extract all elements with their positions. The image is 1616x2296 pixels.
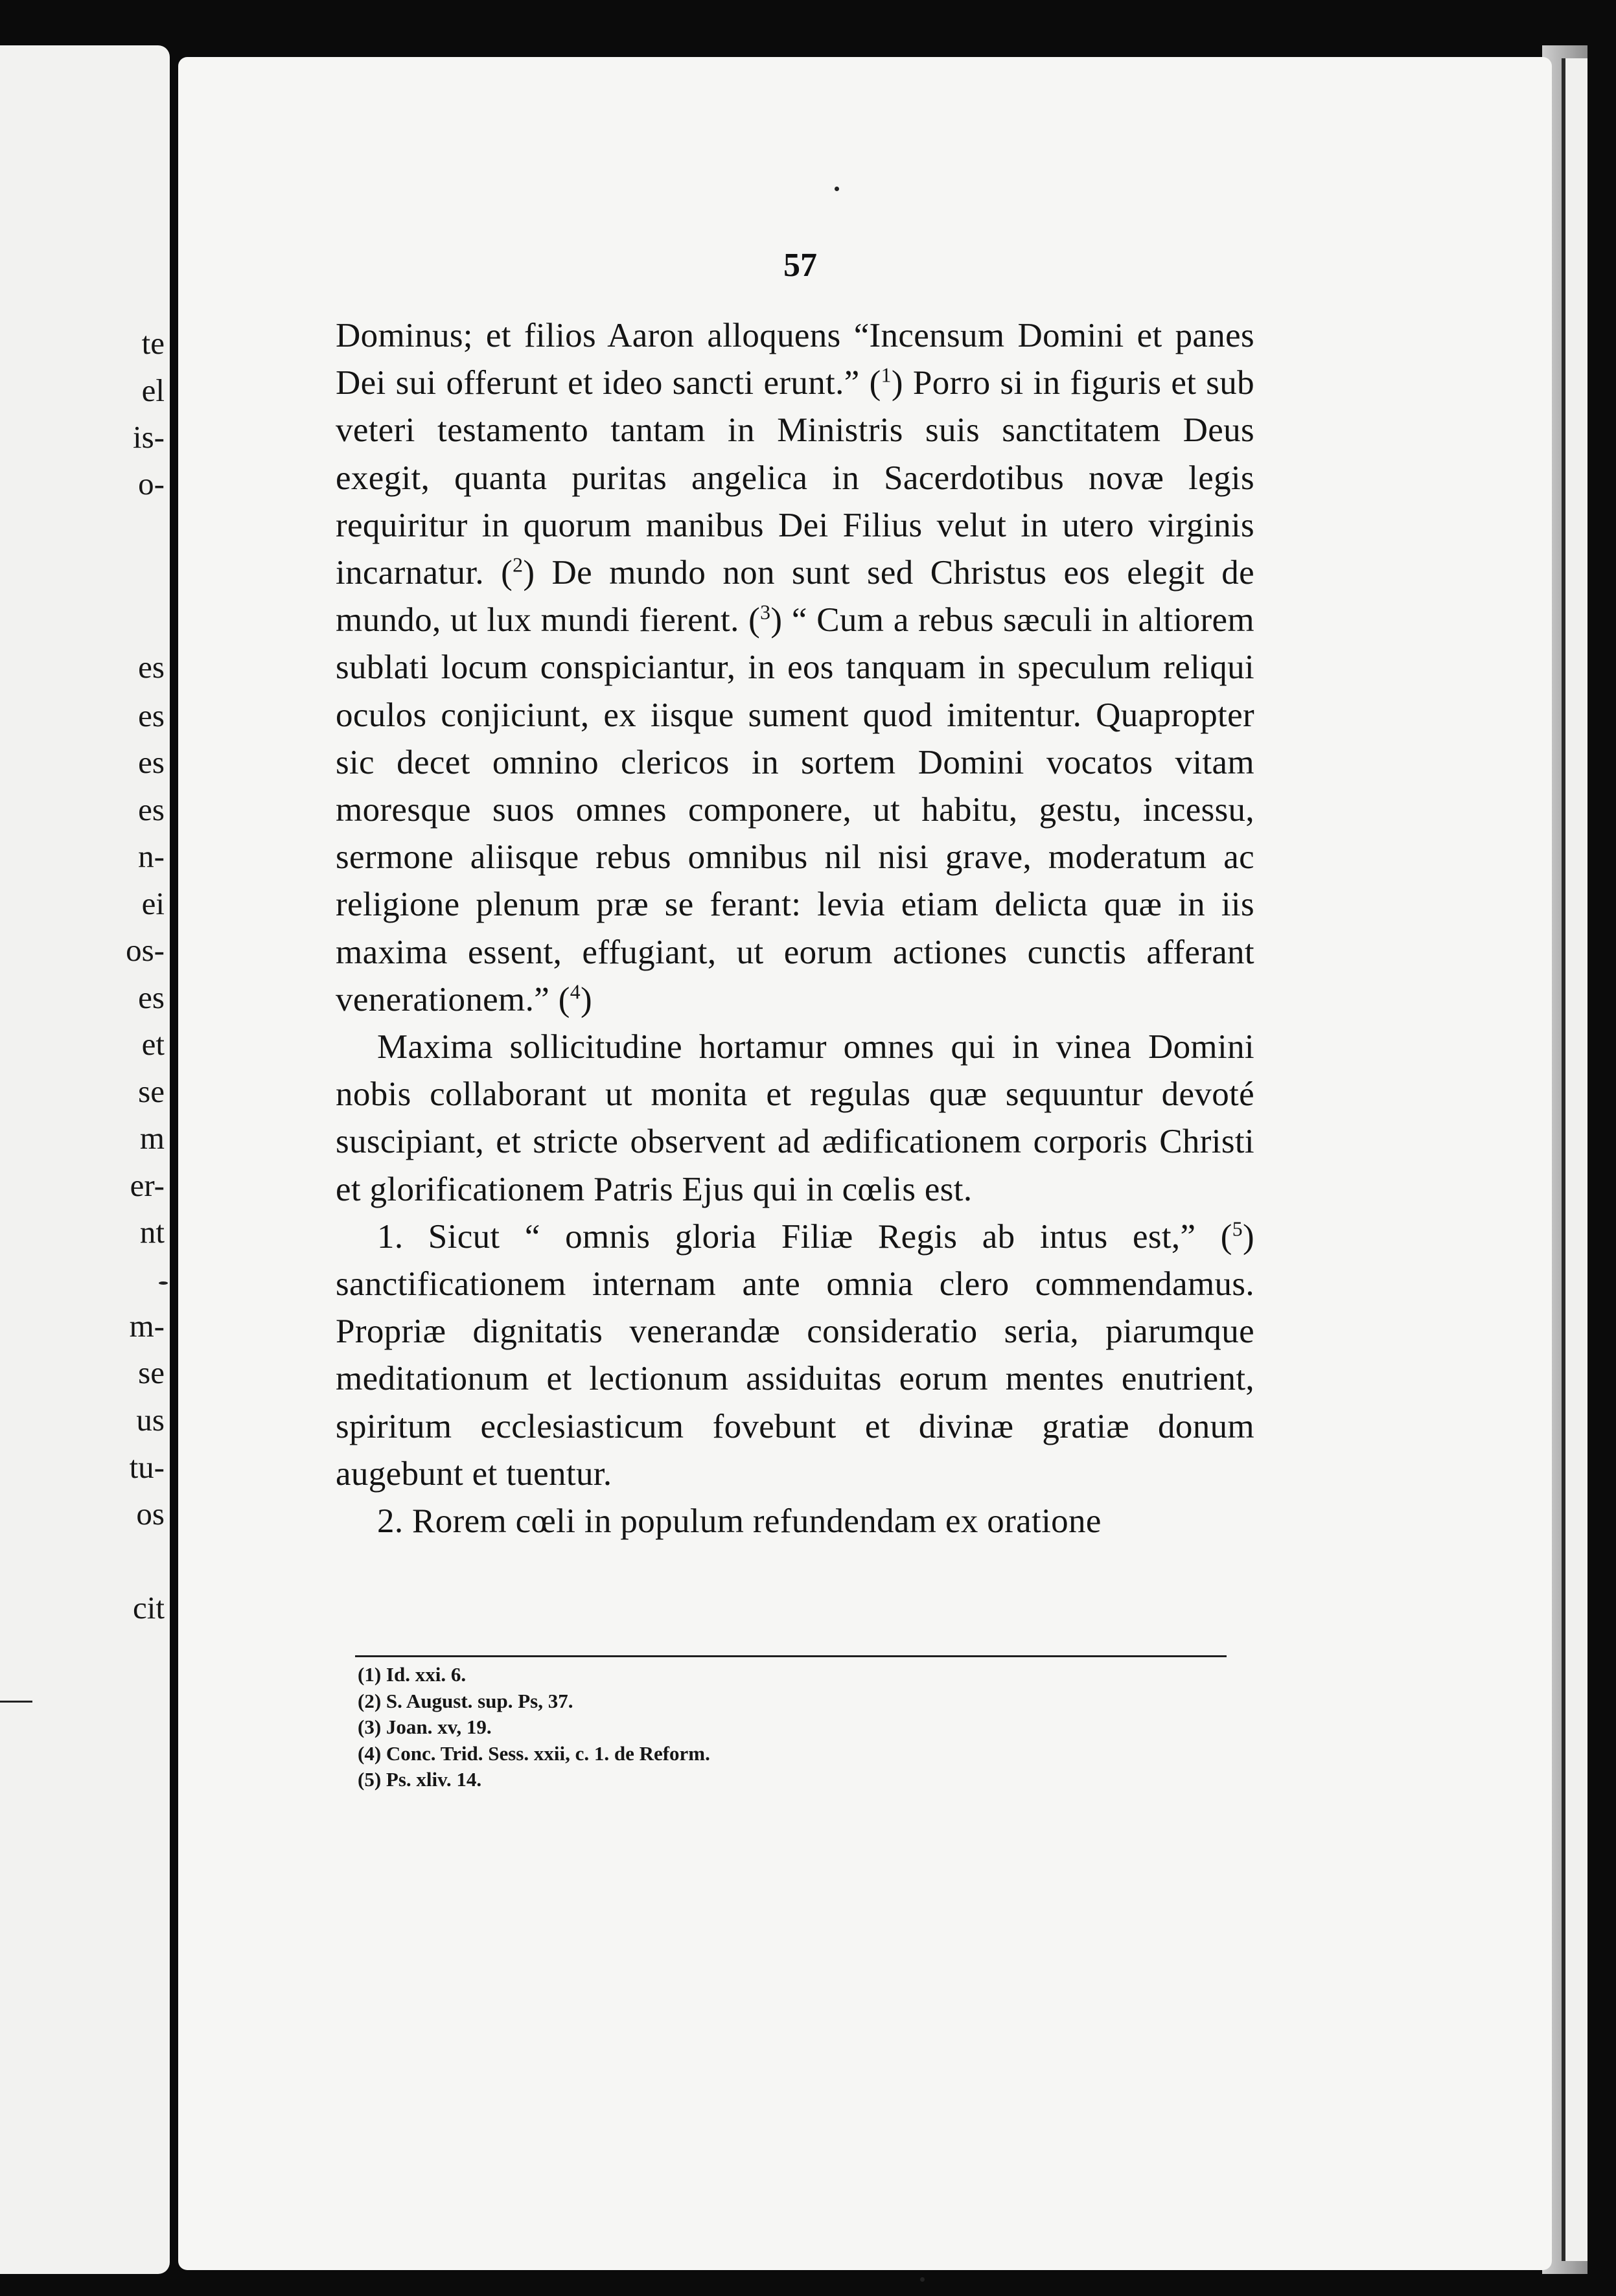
footnote-separator: [355, 1655, 1227, 1657]
facing-page-fragment: [0, 45, 170, 2274]
facing-page-text-fragment: us: [136, 1402, 165, 1438]
facing-page-text-fragment: ei: [141, 886, 165, 921]
text-run: ) sanctificationem internam ante omnia clero commendamus. Propriæ dignitatis venerandæ consideratio seria, piarumque meditationum et lectionum assiduitas eorum mentes enutrient, spiritum ecclesiasticum fovebunt et divinæ gratiæ donum augebunt et tuentur.: [336, 1217, 1254, 1493]
text-run: 2. Rorem cœli in populum refundendam ex oratione: [377, 1502, 1102, 1541]
body-text: [336, 312, 1254, 1545]
facing-page-text-fragment: n-: [138, 838, 165, 874]
paragraph-1: [336, 312, 1254, 1024]
text-run: ): [580, 980, 592, 1018]
facing-page-text-fragment: m: [139, 1120, 165, 1156]
facing-page-text-fragment: et: [141, 1026, 165, 1062]
print-speck: [835, 187, 839, 191]
text-run: ) “ Cum a rebus sæculi in altiorem sublati locum conspiciantur, in eos tanquam in speculum reliqui oculos conjiciunt, ex iisque sument quod imitentur. Quapropter sic decet omnino clericos in sortem Domini vocatos vitam moresque suos omnes componere, ut habitu, gestu, incessu, sermone aliisque rebus omnibus nil nisi grave, moderatum ac religione plenum præ se ferant: levia etiam delicta quæ in iis maxima essent, effugiant, ut eorum actiones cunctis afferant venerationem.” (: [336, 601, 1254, 1018]
footnote-marker: 5: [1232, 1217, 1243, 1241]
facing-page-rule: [0, 1701, 32, 1703]
footnote-marker: 2: [513, 553, 524, 577]
facing-page-text-fragment: se: [138, 1355, 165, 1390]
text-run: ) Porro si in figuris et sub veteri testamento tantam in Ministris suis sanctitatem Deus exegit, quanta puritas angelica in Sacerdotibus novæ legis requiritur in quorum manibus Dei Filius velut in utero virginis incarnatur. (: [336, 364, 1254, 592]
print-speck: [159, 1281, 168, 1285]
facing-page-text-fragment: o-: [138, 466, 165, 501]
facing-page-text-fragment: nt: [139, 1214, 165, 1250]
footnote-4: (4) Conc. Trid. Sess. xxii, c. 1. de Reform.: [358, 1741, 710, 1765]
paragraph-3: [336, 1213, 1254, 1498]
facing-page-text-fragment: es: [138, 698, 165, 733]
facing-page-text-fragment: os-: [126, 932, 165, 968]
text-run: Maxima sollicitudine hortamur omnes qui in vinea Domini nobis collaborant ut monita et regulas quæ sequuntur devoté suscipiant, et stricte observent ad ædificationem corporis Christi et glorificationem Patris Ejus qui in cœlis est.: [336, 1028, 1254, 1208]
facing-page-text-fragment: is-: [133, 419, 165, 455]
facing-page-text-fragment: er-: [130, 1167, 165, 1203]
facing-page-text-fragment: tu-: [129, 1449, 165, 1485]
facing-page-text-fragment: es: [138, 980, 165, 1015]
footnote-marker: 1: [881, 363, 892, 387]
facing-page-text-fragment: es: [138, 744, 165, 780]
footnote-2: (2) S. August. sup. Ps, 37.: [358, 1689, 573, 1712]
next-page-edge: [1562, 58, 1587, 2261]
facing-page-text-fragment: te: [141, 325, 165, 361]
footnote-marker: 3: [760, 601, 771, 624]
text-run: Dominus; et filios Aaron alloquens “Incensum Domini et panes Dei sui offerunt et ideo sancti erunt.” (: [336, 317, 1254, 402]
footnote-3: (3) Joan. xv, 19.: [358, 1716, 492, 1739]
text-run: 1. Sicut “ omnis gloria Filiæ Regis ab intus est,” (: [377, 1217, 1232, 1256]
print-speck: [920, 2277, 925, 2282]
facing-page-text-fragment: el: [141, 373, 165, 408]
text-run: ) De mundo non sunt sed Christus eos elegit de mundo, ut lux mundi fierent. (: [336, 554, 1254, 639]
paragraph-2: [336, 1024, 1254, 1213]
footnote-5: (5) Ps. xliv. 14.: [358, 1768, 482, 1791]
facing-page-text-fragment: es: [138, 792, 165, 827]
page-number: 57: [783, 247, 817, 284]
footnote-marker: 4: [570, 980, 581, 1004]
footnote-1: (1) Id. xxi. 6.: [358, 1663, 467, 1686]
footnotes: [358, 1662, 1265, 1793]
facing-page-text-fragment: os: [136, 1496, 165, 1532]
facing-page-text-fragment: m-: [129, 1308, 165, 1344]
paragraph-4: [336, 1498, 1254, 1545]
facing-page-text-fragment: es: [138, 649, 165, 685]
facing-page-text-fragment: cit: [133, 1590, 165, 1625]
facing-page-text-fragment: se: [138, 1073, 165, 1109]
